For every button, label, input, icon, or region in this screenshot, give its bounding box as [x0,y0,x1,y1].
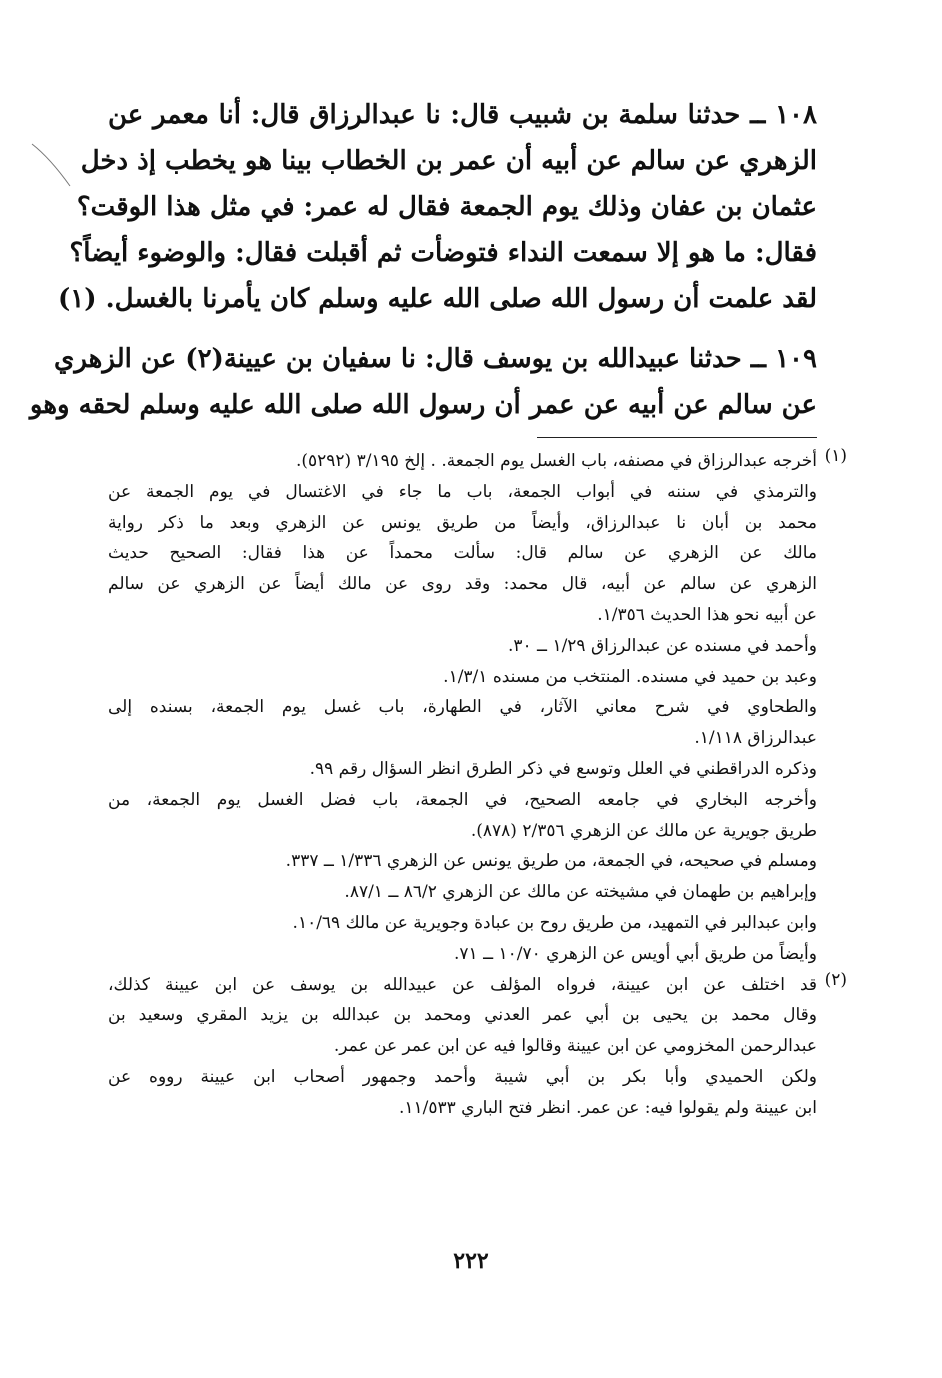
hadith-2 [29,336,817,428]
page-number: ٢٢٢ [453,1248,489,1274]
footnote-2 [108,969,847,1124]
hadith-line: ١٠٨ ــ حدثنا سلمة بن شبيب قال: نا عبدالرزاق قال: أنا معمر عن [108,100,817,130]
footnote-line: والطحاوي في شرح معاني الآثار، في الطهارة، باب غسل يوم الجمعة، بسنده إلى [108,697,817,718]
main-text [29,92,817,428]
footnote-line: طريق جويرية عن مالك عن الزهري ٢/٣٥٦ (٨٧٨). [470,820,817,841]
footnote-line: ولكن الحميدي وأبا بكر بن أبي شيبة وأحمد وجمهور أصحاب ابن عيينة رووه عن [108,1066,817,1087]
footnote-line: مالك عن الزهري عن سالم قال: سألت محمداً عن هذا فقال: الصحيح حديث [108,543,817,564]
hadith-line: عن سالم عن أبيه عن عمر أن رسول الله صلى الله عليه وسلم لحقه وهو [29,390,817,420]
footnote-line: وعبد بن حميد في مسنده. المنتخب من مسنده ١/٣/١. [443,666,817,687]
footnote-line: وقال محمد بن يحيى بن أبي عمر العدني ومحمد بن عبدالله بن يزيد المقري وسعيد بن [108,1005,817,1026]
hadith-line: ١٠٩ ــ حدثنا عبيدالله بن يوسف قال: نا سفيان بن عيينة(٢) عن الزهري [53,344,817,374]
footnote-line: ومسلم في صحيحه، في الجمعة، من طريق يونس عن الزهري ١/٣٣٦ ــ ٣٣٧. [285,851,817,872]
footnote-line: وأيضاً من طريق أبي أويس عن الزهري ١٠/٧٠ ــ ٧١. [454,943,817,964]
hadith-line: عثمان بن عفان وذلك يوم الجمعة فقال له عمر: في مثل هذا الوقت؟ [76,192,817,222]
footnote-separator [537,437,817,438]
footnote-line: قد اختلف عن ابن عيينة، فرواه المؤلف عن عبيدالله بن يوسف عن ابن عيينة كذلك، [108,974,817,995]
footnotes [108,446,847,1124]
hadith-line: فقال: ما هو إلا سمعت النداء فتوضأت ثم أقبلت فقال: والوضوء أيضاً؟ [69,238,817,268]
footnote-marker: (١) [824,446,847,466]
footnote-line: وأحمد في مسنده عن عبدالرزاق ١/٢٩ ــ ٣٠. [507,635,817,656]
footnote-line: أخرجه عبدالرزاق في مصنفه، باب الغسل يوم الجمعة. . إلخ ٣/١٩٥ (٥٢٩٢). [295,451,817,471]
footnote-line: عبدالرحمن المخزومي عن ابن عيينة وقالوا فيه عن ابن عمر عن عمر. [333,1036,817,1057]
hadith-line: لقد علمت أن رسول الله صلى الله عليه وسلم كان يأمرنا بالغسل. (١) [57,284,817,314]
footnote-1 [108,446,847,970]
footnote-line: ابن عيينة ولم يقولوا فيه: عن عمر. انظر فتح الباري ١١/٥٣٣. [398,1097,817,1118]
footnote-line: الزهري عن سالم عن أبيه، قال محمد: وقد روى عن مالك أيضاً عن الزهري عن سالم [108,574,817,595]
footnote-line: عن أبيه نحو هذا الحديث ١/٣٥٦. [597,604,817,625]
footnote-line: محمد بن أبان نا عبدالرزاق، وأيضاً من طريق يونس عن الزهري وبعد ما ذكر رواية [108,512,817,533]
footnote-line: عبدالرزاق ١/١١٨. [694,728,817,749]
footnote-marker: (٢) [824,969,847,990]
margin-stroke-mark [30,140,72,188]
footnote-line: وذكره الدراقطني في العلل وتوسع في ذكر الطرق انظر السؤال رقم ٩٩. [309,758,817,779]
hadith-line: الزهري عن سالم عن أبيه أن عمر بن الخطاب بينا هو يخطب إذ دخل [80,146,817,176]
footnote-line: والترمذي في سننه في أبواب الجمعة، باب ما جاء في الاغتسال في يوم الجمعة عن [108,481,817,502]
hadith-gap [108,322,817,336]
footnote-line: وإبراهيم بن طهمان في مشيخته عن مالك عن الزهري ٨٦/٢ ــ ٨٧/١. [344,882,817,903]
footnote-line: وابن عبدالبر في التمهيد، من طريق روح بن عبادة وجويرية عن مالك ١٠/٦٩. [292,912,817,933]
hadith-1 [57,92,817,322]
footnote-line: وأخرجه البخاري في جامعه الصحيح، في الجمعة، باب فضل الغسل يوم الجمعة، من [108,789,817,810]
